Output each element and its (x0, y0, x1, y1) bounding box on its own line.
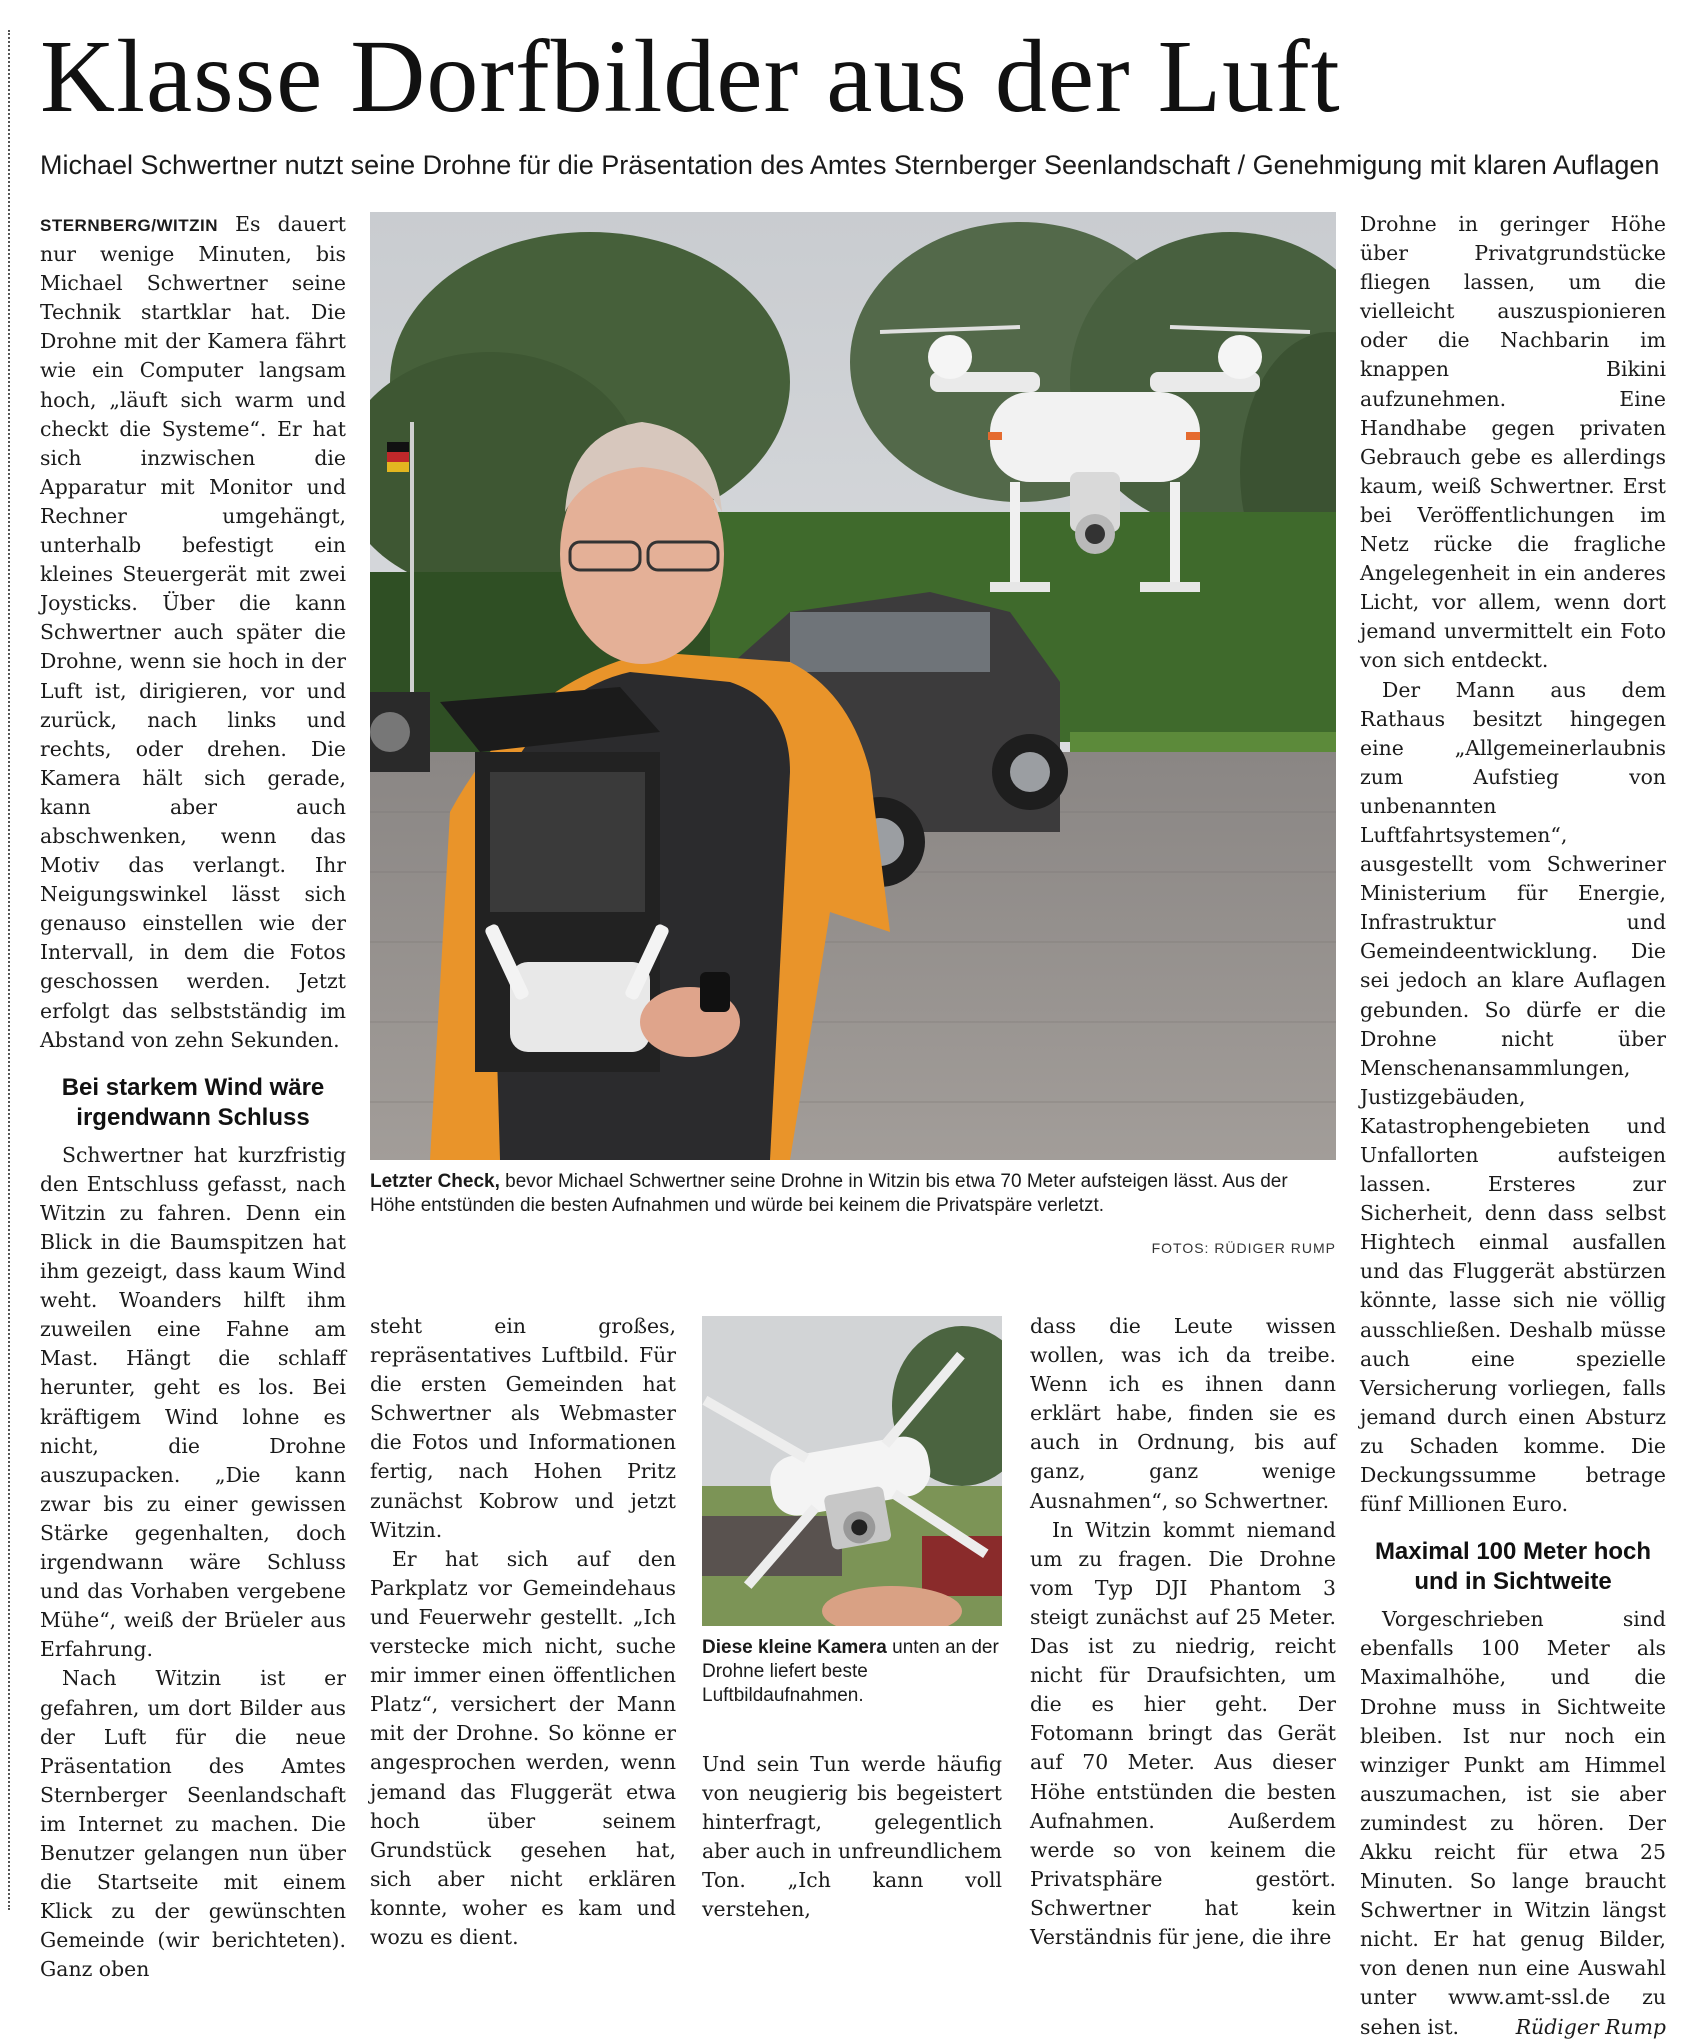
dateline: STERNBERG/WITZIN (40, 216, 218, 235)
caption-lead: Diese kleine Kamera (702, 1637, 887, 1658)
article-column-5 (1360, 210, 1666, 2042)
paragraph: Der Mann aus dem Rathaus besitzt hingegen eine „Allgemeinerlaubnis zum Aufstieg von unbenannten Luftfahrtsystemen“, ausgestellt vom Schweriner Ministerium für Energie, Infrastruktur und Gemeindeentwicklung. Die sei jedoch an klare Auflagen gebunden. So dürfe er die Drohne nicht über Menschenansammlungen, Justizgebäuden, Katastrophengebieten und Unfallorten aufsteigen lassen. Ersteres zur Sicherheit, denn dass selbst Hightech einmal ausfallen und das Fluggerät abstürzen könnte, lasse sich nie völlig ausschließen. Deshalb müsse auch eine spezielle Versicherung vorliegen, falls jemand durch einen Absturz zu Schaden komme. Die Deckungssumme betrage fünf Millionen Euro. (1360, 677, 1666, 1517)
article-column-3 (702, 1750, 1002, 1925)
subheading: Maximal 100 Meter hoch und in Sichtweite (1374, 1538, 1652, 1596)
paragraph-text: Es dauert nur wenige Minuten, bis Michael Schwertner seine Technik startklar hat. Die Drohne mit der Kamera fährt wie ein Computer langsam hoch, „läuft sich warm und checkt die Systeme“. Er hat sich inzwischen die Apparatur mit Monitor und Rechner umgehängt, unterhalb befestigt ein kleines Steuergerät mit zwei Joysticks. Über die kann Schwertner auch später die Drohne, wenn sie hoch in der Luft ist, dirigieren, vor und zurück, nach links und rechts, oder drehen. Die Kamera hält sich gerade, kann aber auch abschwenken, wenn das Motiv das verlangt. Ihr Neigungswinkel lässt sich genauso einstellen wie der Intervall, in dem die Fotos geschossen werden. Jetzt erfolgt das selbstständig im Abstand von zehn Sekunden. (40, 212, 347, 1052)
small-photo-caption (702, 1636, 1002, 1708)
article-column-4 (1030, 1312, 1336, 1952)
article-column-2 (370, 1312, 676, 1952)
paragraph: In Witzin kommt niemand um zu fragen. Die Drohne vom Typ DJI Phantom 3 steigt zunächst auf 25 Meter. Das ist zu niedrig, reicht nicht für Draufsichten, um die es hier geht. Der Fotomann bringt das Gerät auf 70 Meter. Aus dieser Höhe entstünden die besten Aufnahmen. Außerdem werde so von keinem die Privatsphäre gestört. Schwertner hat kein Verständnis für jene, die ihre (1030, 1517, 1336, 1949)
caption-lead: Letzter Check, (370, 1171, 500, 1192)
photo-credit: FOTOS: RÜDIGER RUMP (1151, 1240, 1336, 1256)
column-rule (8, 30, 10, 1910)
small-photo (702, 1316, 1002, 1626)
caption-text: unten an der Drohne liefert beste Luftbildaufnahmen. (702, 1637, 999, 1706)
paragraph: dass die Leute wissen wollen, was ich da treibe. Wenn ich es ihnen dann erklärt habe, finden sie es auch in Ordnung, bis auf ganz, ganz wenige Ausnahmen“, so Schwertner. (1030, 1314, 1336, 1513)
paragraph: Schwertner hat kurzfristig den Entschluss gefasst, nach Witzin zu fahren. Denn ein Blick in die Baumspitzen hat ihm gezeigt, dass kaum Wind weht. Woanders hilft ihm zuweilen eine Fahne am Mast. Hängt die schlaff herunter, geht es los. Bei kräftigem Wind lohne es nicht, die Drohne auszupacken. „Die kann zwar bis zu einer gewissen Stärke gegenhalten, doch irgendwann wäre Schluss und das Vorhaben vergebene Mühe“, weiß der Brüeler aus Erfahrung. (40, 1142, 346, 1662)
paragraph: Er hat sich auf den Parkplatz vor Gemeindehaus und Feuerwehr gestellt. „Ich verstecke mich nicht, suche mir immer einen öffentlichen Platz“, versichert der Mann mit der Drohne. So könne er angesprochen werden, wenn jemand das Fluggerät etwa hoch über seinem Grundstück gesehen hat, sich aber nicht erklären konnte, woher es kam und wozu es dient. (370, 1546, 676, 1949)
article-column-1 (40, 210, 346, 1984)
caption-text: bevor Michael Schwertner seine Drohne in Witzin bis etwa 70 Meter aufsteigen lässt. Aus der Höhe entstünden die besten Aufnahmen und würde bei keinem die Privatspäre verletzt. (370, 1171, 1288, 1216)
paragraph (40, 210, 346, 1055)
main-photo-caption (370, 1170, 1336, 1218)
author-signature: Rüdiger Rump (1515, 2014, 1666, 2039)
main-photo (370, 212, 1336, 1160)
paragraph: steht ein großes, repräsentatives Luftbild. Für die ersten Gemeinden hat Schwertner als Webmaster die Fotos und Informationen fertig, nach Hohen Pritz zunächst Kobrow und jetzt Witzin. (370, 1314, 676, 1542)
paragraph: Drohne in geringer Höhe über Privatgrundstücke fliegen lassen, um die vielleicht auszuspionieren oder die Nachbarin im knappen Bikini aufzunehmen. Eine Handhabe gegen privaten Gebrauch gebe es allerdings kaum, weiß Schwertner. Erst bei Veröffentlichungen im Netz rücke die fragliche Angelegenheit in ein anderes Licht, vor allem, wenn dort jemand unvermittelt ein Foto von sich entdeckt. (1360, 212, 1666, 673)
paragraph (1360, 1605, 1666, 2041)
subheadline: Michael Schwertner nutzt seine Drohne für die Präsentation des Amtes Sternberger Seenlandschaft / Genehmigung mit klaren Auflagen (40, 150, 1660, 180)
headline: Klasse Dorfbilder aus der Luft (40, 19, 1341, 134)
subheading: Bei starkem Wind wäre irgendwann Schluss (61, 1073, 325, 1131)
paragraph-text: Vorgeschrieben sind ebenfalls 100 Meter als Maximalhöhe, und die Drohne muss in Sichtweite bleiben. Ist nur noch ein winziger Punkt am Himmel auszumachen, ist sie aber zumindest zu hören. Der Akku reicht für etwa 25 Minuten. So lange braucht Schwertner in Witzin längst nicht. Er hat genug Bilder, von denen nun eine Auswahl unter www.amt-ssl.de zu sehen ist. (1360, 1607, 1666, 2039)
paragraph: Und sein Tun werde häufig von neugierig bis begeistert hinterfragt, gelegentlich aber auch in unfreundlichem Ton. „Ich kann voll verstehen, (702, 1752, 1002, 1922)
paragraph: Nach Witzin ist er gefahren, um dort Bilder aus der Luft für die neue Präsentation des Amtes Sternberger Seenlandschaft im Internet zu machen. Die Benutzer gelangen nun über die Startseite mit einem Klick zu der gewünschten Gemeinde (wir berichteten). Ganz oben (40, 1666, 346, 1982)
